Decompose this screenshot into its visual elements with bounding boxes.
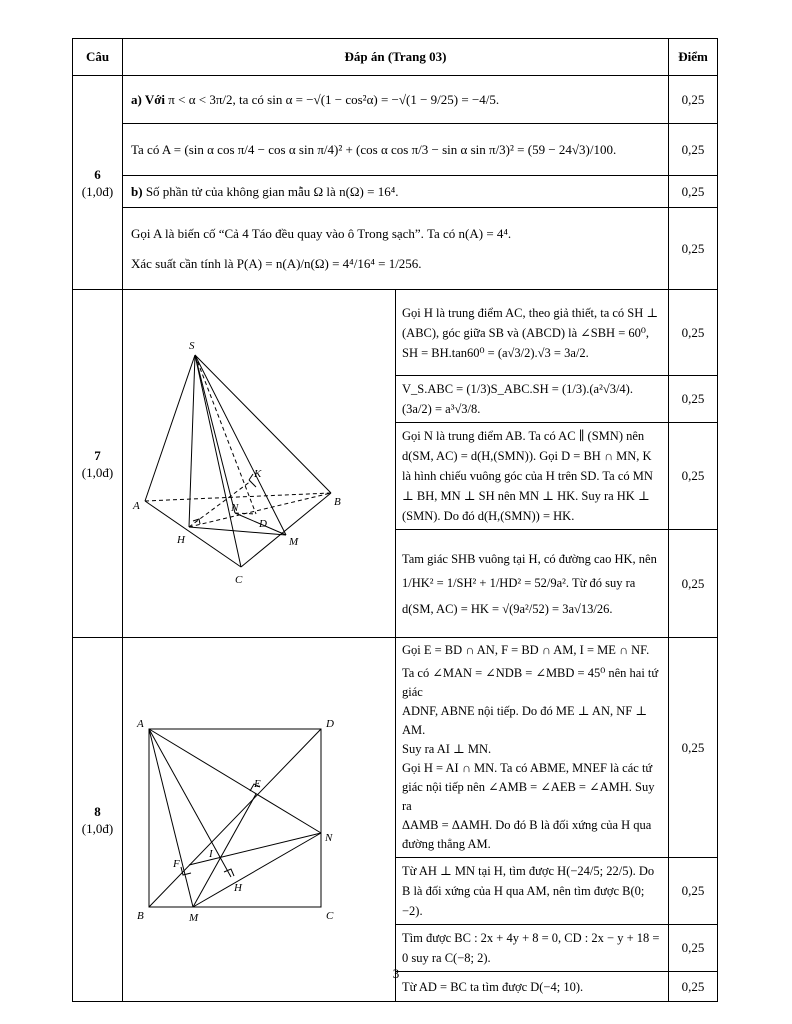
table-header xyxy=(73,39,718,76)
q8-answer-2: Từ AH ⊥ MN tại H, tìm được H(−24/5; 22/5). Do B là đối xứng của H qua AM, nên tìm được B(0; −2). xyxy=(396,858,669,925)
q6-answer-a2: Ta có A = (sin α cos π/4 − cos α sin π/4)² + (cos α cos π/3 − sin α sin π/3)² = (59 − 24√3)/100. xyxy=(123,124,669,176)
header-score: Điểm xyxy=(669,39,718,76)
label-h2: H xyxy=(234,882,242,894)
label-f2: F xyxy=(173,858,180,870)
label-c2: C xyxy=(326,910,334,922)
label-e2: E xyxy=(254,778,261,790)
square-figure xyxy=(123,667,333,967)
label-h: H xyxy=(177,534,185,546)
q7-figure-cell xyxy=(123,290,396,638)
q6-row-4 xyxy=(73,208,718,290)
label-d2: D xyxy=(326,718,334,730)
label-a2: A xyxy=(137,718,144,730)
label-n: N xyxy=(231,502,239,514)
q7-score-2: 0,25 xyxy=(669,376,718,423)
q6-row-2 xyxy=(73,124,718,176)
q8-answer-3: Tìm được BC : 2x + 4y + 8 = 0, CD : 2x − y + 18 = 0 suy ra C(−8; 2). xyxy=(396,925,669,972)
q7-answer-4: Tam giác SHB vuông tại H, có đường cao HK, nên 1/HK² = 1/SH² + 1/HD² = 52/9a². Từ đó suy ra d(SM, AC) = HK = √(9a²/52) = 3a√13/26. xyxy=(396,530,669,638)
label-b2: B xyxy=(137,910,144,922)
q8-score-4: 0,25 xyxy=(669,972,718,1002)
label-m2: M xyxy=(189,912,199,924)
label-m: M xyxy=(289,536,299,548)
header-answer: Đáp án (Trang 03) xyxy=(123,39,669,76)
q7-answer-3: Gọi N là trung điểm AB. Ta có AC ∥ (SMN) nên d(SM, AC) = d(H,(SMN)). Gọi D = BH ∩ MN, K là hình chiếu vuông góc của H trên SD. Ta có MN ⊥ BH, MN ⊥ SH nên MN ⊥ HK. Suy ra HK ⊥ (SMN). Do đó d(H,(SMN)) = HK. xyxy=(396,423,669,530)
q7-answer-1: Gọi H là trung điểm AC, theo giả thiết, ta có SH ⊥ (ABC), góc giữa SB và (ABCD) là ∠SBH = 60⁰, SH = BH.tan60⁰ = (a√3/2).√3 = 3a/2. xyxy=(396,290,669,376)
pyramid-figure xyxy=(123,291,343,631)
header-question: Câu xyxy=(73,39,123,76)
q6-answer-a: a) Với π < α < 3π/2, ta có sin α = −√(1 − cos²α) = −√(1 − 9/25) = −4/5. xyxy=(123,76,669,124)
label-c: C xyxy=(235,574,243,586)
label-k: K xyxy=(254,468,262,480)
q8-score-3: 0,25 xyxy=(669,925,718,972)
page-number: 3 xyxy=(392,966,400,981)
q7-score-4: 0,25 xyxy=(669,530,718,638)
q8-label: 8 (1,0đ) xyxy=(73,638,123,1002)
q6-score-3: 0,25 xyxy=(669,176,718,208)
q7-answer-2: V_S.ABC = (1/3)S_ABC.SH = (1/3).(a²√3/4).(3a/2) = a³√3/8. xyxy=(396,376,669,423)
q6-row-3 xyxy=(73,176,718,208)
q7-row-1 xyxy=(73,290,718,376)
q8-answer-1: Gọi E = BD ∩ AN, F = BD ∩ AM, I = ME ∩ NF. Ta có ∠MAN = ∠NDB = ∠MBD = 45⁰ nên hai tứ giác ADNF, ABNE nội tiếp. Do đó ME ⊥ AN, NF ⊥ AM. Suy ra AI ⊥ MN. Gọi H = AI ∩ MN. Ta có ABME, MNEF là các tứ giác nội tiếp nên ∠AMB = ∠AEB = ∠AMH. Suy ra ΔAMB = ΔAMH. Do đó B là đối xứng của H qua đường thẳng AM. xyxy=(396,638,669,858)
q8-figure-cell xyxy=(123,638,396,1002)
label-s: S xyxy=(189,340,195,352)
q6-row-1 xyxy=(73,76,718,124)
label-d: D xyxy=(259,518,267,530)
label-a: A xyxy=(133,500,140,512)
q8-row-1 xyxy=(73,638,718,858)
q7-score-1: 0,25 xyxy=(669,290,718,376)
label-i2: I xyxy=(209,848,213,860)
q8-answer-4: Từ AD = BC ta tìm được D(−4; 10). xyxy=(396,972,669,1002)
q6-score-2: 0,25 xyxy=(669,124,718,176)
q8-score-1: 0,25 xyxy=(669,638,718,858)
q6-label: 6 (1,0đ) xyxy=(73,76,123,290)
q6-answer-b: b) Số phần tử của không gian mẫu Ω là n(Ω) = 16⁴. xyxy=(123,176,669,208)
label-b: B xyxy=(334,496,341,508)
label-n2: N xyxy=(325,832,333,844)
q6-score-1: 0,25 xyxy=(669,76,718,124)
answer-table xyxy=(72,38,718,1002)
q7-label: 7 (1,0đ) xyxy=(73,290,123,638)
q7-score-3: 0,25 xyxy=(669,423,718,530)
q6-answer-b2: Gọi A là biến cố “Cả 4 Táo đều quay vào ô Trong sạch”. Ta có n(A) = 4⁴. Xác suất cần tính là P(A) = n(A)/n(Ω) = 4⁴/16⁴ = 1/256. xyxy=(123,208,669,290)
q6-score-4: 0,25 xyxy=(669,208,718,290)
q8-score-2: 0,25 xyxy=(669,858,718,925)
